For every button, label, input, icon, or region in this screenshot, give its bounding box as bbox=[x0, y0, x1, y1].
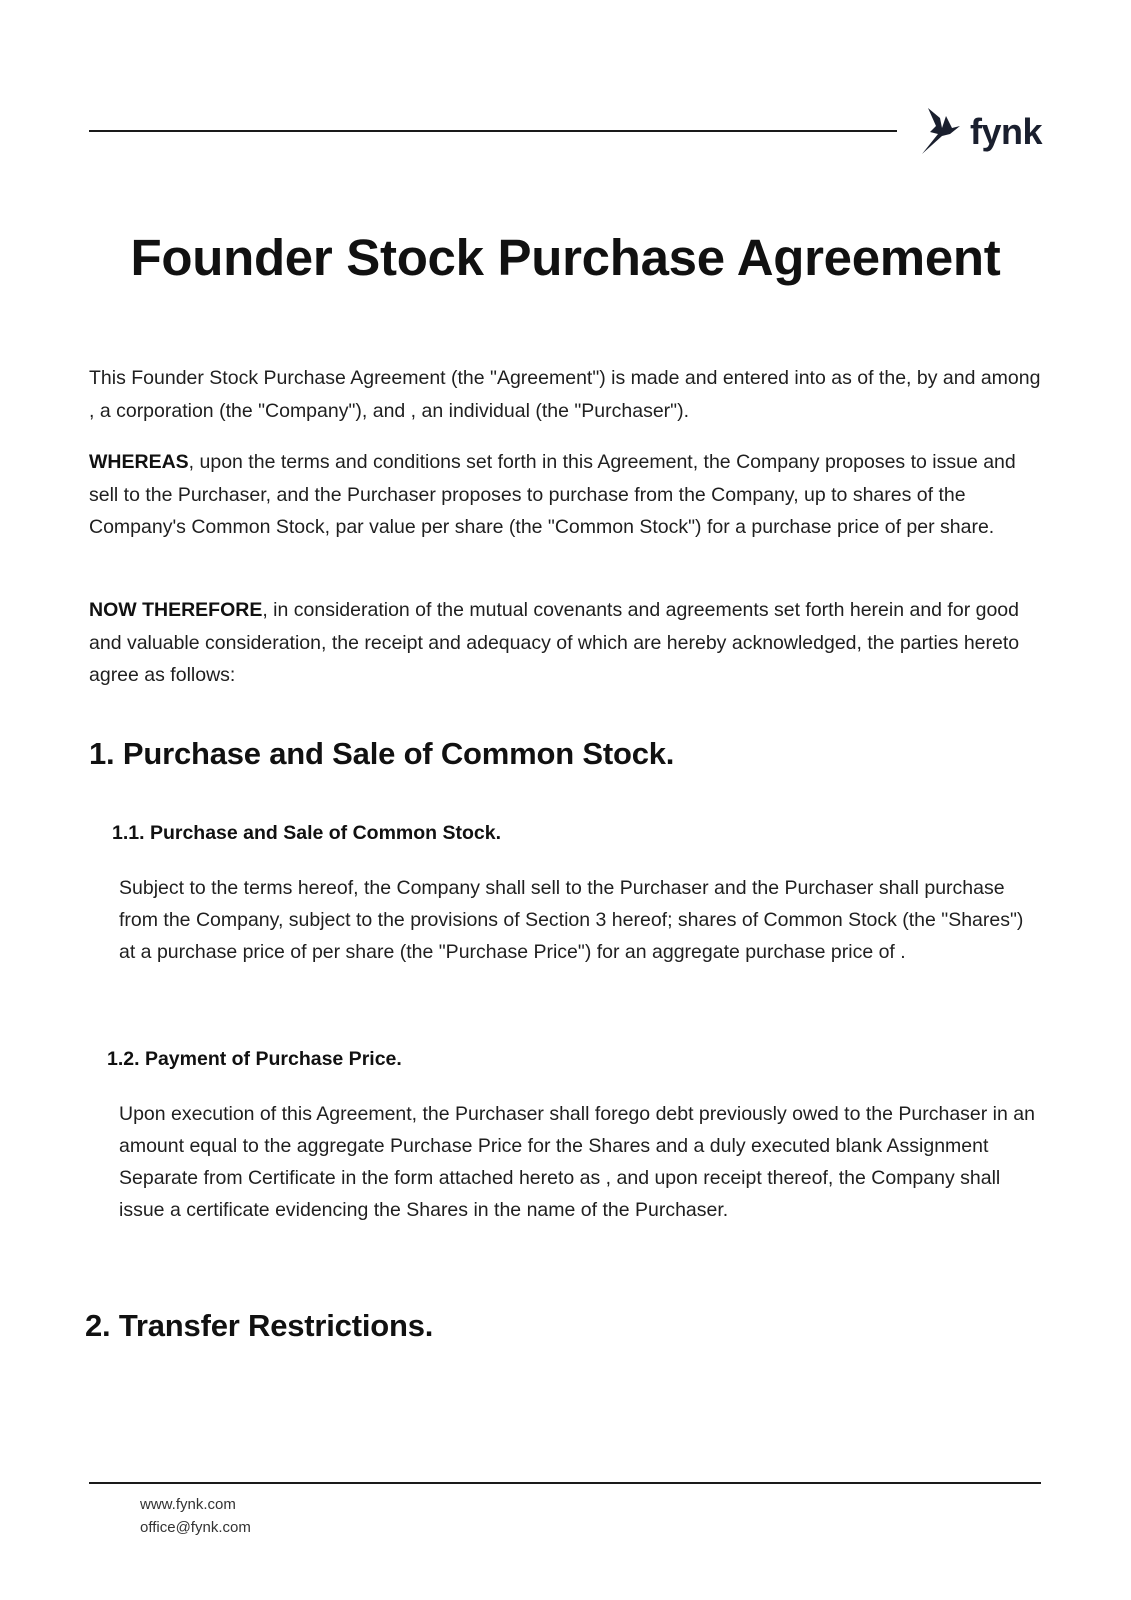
subsection-text-1-1: Subject to the terms hereof, the Company shall sell to the Purchaser and the Purchaser shall purchase from the Company, subject to the provisions of Section 3 hereof; shares of Common Stock (the "Shares") at a purchase price of per share (the "Purchase Price") for an aggregate purchase price of . bbox=[119, 877, 1024, 963]
footer-divider bbox=[89, 1482, 1041, 1484]
section-heading-1: 1. Purchase and Sale of Common Stock. bbox=[89, 736, 675, 771]
bird-logo-icon bbox=[920, 106, 964, 158]
whereas-paragraph bbox=[89, 446, 1049, 544]
logo-wordmark: fynk bbox=[970, 111, 1043, 152]
now-therefore-paragraph bbox=[89, 594, 1049, 692]
whereas-text: , upon the terms and conditions set forth in this Agreement, the Company proposes to issue and sell to the Purchaser, and the Purchaser proposes to purchase from the Company, up to shares of the Company's Common Stock, par value per share (the "Common Stock") for a purchase price of per share. bbox=[89, 451, 1016, 538]
whereas-label: WHEREAS bbox=[89, 451, 189, 473]
document-title: Founder Stock Purchase Agreement bbox=[130, 229, 1001, 286]
subsection-heading-1-1: 1.1. Purchase and Sale of Common Stock. bbox=[112, 822, 502, 844]
fynk-logo bbox=[920, 106, 1048, 158]
header-divider bbox=[89, 130, 897, 132]
now-therefore-label: NOW THEREFORE bbox=[89, 599, 263, 621]
subsection-heading-1-2: 1.2. Payment of Purchase Price. bbox=[107, 1048, 402, 1070]
footer-email: office@fynk.com bbox=[140, 1519, 251, 1536]
intro-paragraph: This Founder Stock Purchase Agreement (the "Agreement") is made and entered into as of the, by and among , a corporation (the "Company"), and , an individual (the "Purchaser"). bbox=[89, 367, 1041, 422]
subsection-text-1-2: Upon execution of this Agreement, the Purchaser shall forego debt previously owed to the Purchaser in an amount equal to the aggregate Purchase Price for the Shares and a duly executed blank Assignment Separate from Certificate in the form attached hereto as , and upon receipt thereof, the Company shall issue a certificate evidencing the Shares in the name of the Purchaser. bbox=[119, 1103, 1035, 1221]
section-heading-2: 2. Transfer Restrictions. bbox=[85, 1308, 434, 1343]
footer-website: www.fynk.com bbox=[140, 1496, 236, 1513]
now-therefore-text: , in consideration of the mutual covenants and agreements set forth herein and for good and valuable consideration, the receipt and adequacy of which are hereby acknowledged, the parties hereto agree as follows: bbox=[89, 599, 1020, 686]
